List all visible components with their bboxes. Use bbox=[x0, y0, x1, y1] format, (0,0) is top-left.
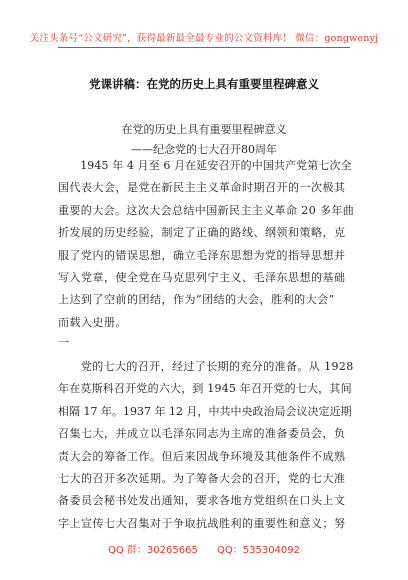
paragraph-line: 上达到了空前的团结，作为“团结的大会，胜利的大会” bbox=[58, 293, 335, 307]
paragraph-line: 服了党内的错误思想，确立毛泽东思想为党的指导思想并 bbox=[58, 248, 346, 262]
paragraph-line: 召集七大，并成立以毛泽东同志为主席的准备委员会，负 bbox=[58, 427, 346, 441]
paragraph-2 bbox=[58, 356, 354, 535]
footer-qq-group: QQ 群：30265665 bbox=[107, 545, 198, 556]
paragraph-line: 党的七大的召开，经过了长期的充分的准备。从 1928 bbox=[58, 360, 354, 373]
footer-qq: QQ：535304092 bbox=[217, 545, 301, 556]
header-banner: 关注头条号“公文研究”，获得最新最全最专业的公文资料库！ 微信：gongwenyj bbox=[29, 33, 379, 44]
paragraph-line: 1945 年 4 月至 6 月在延安召开的中国共产党第七次全 bbox=[58, 159, 352, 172]
footer-contact bbox=[0, 541, 408, 556]
paragraph-1 bbox=[58, 155, 354, 334]
paragraph-line: 年在莫斯科召开党的六大，到 1945 年召开党的七大，其间 bbox=[58, 382, 352, 396]
paragraph-line: 国代表大会，是党在新民主主义革命时期召开的一次极其 bbox=[58, 181, 346, 195]
paragraph-line: 折发展的历史经验，制定了正确的路线、纲领和策略，克 bbox=[58, 226, 346, 240]
document-subtitle: 在党的历史上具有重要里程碑意义 bbox=[121, 123, 287, 136]
paragraph-line: 而载入史册。 bbox=[58, 315, 127, 329]
paragraph-line: 写入党章，使全党在马克思列宁主义、毛泽东思想的基础 bbox=[58, 271, 346, 285]
header-divider bbox=[58, 47, 350, 48]
paragraph-line: 相隔 17 年。1937 年 12 月，中共中央政治局会议决定近期 bbox=[58, 404, 352, 418]
paragraph-line: 字上宣传七大召集对于争取抗战胜利的重要性和意义；努 bbox=[58, 516, 346, 530]
section-mark: 一 bbox=[58, 336, 69, 349]
paragraph-line: 责大会的筹备工作。但后来因战争环境及其他条件不成熟 bbox=[58, 449, 346, 463]
document-title: 党课讲稿：在党的历史上具有重要里程碑意义 bbox=[89, 77, 319, 91]
document-subsubtitle: ——纪念党的七大召开80周年 bbox=[131, 143, 277, 156]
paragraph-line: 重要的大会。这次大会总结中国新民主主义革命 20 多年曲 bbox=[58, 203, 355, 217]
paragraph-line: 备委员会秘书处发出通知，要求各地方党组织在口头上文 bbox=[58, 494, 346, 508]
paragraph-line: 七大的召开多次延期。为了筹备大会的召开，党的七大准 bbox=[58, 472, 346, 486]
